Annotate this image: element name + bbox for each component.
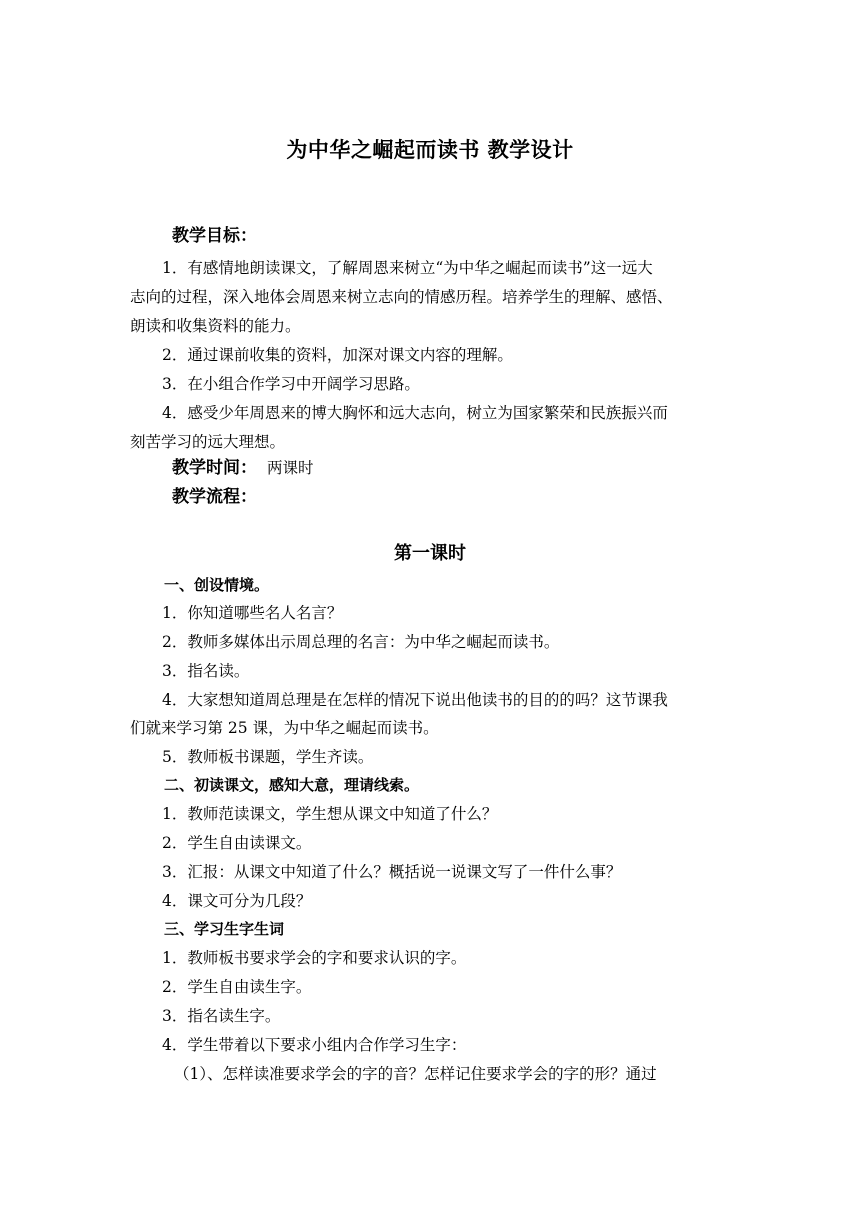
time-value: 两课时 bbox=[267, 459, 314, 477]
lesson-title: 第一课时 bbox=[394, 543, 466, 564]
section-line: 2．教师多媒体出示周总理的名言：为中华之崛起而读书。 bbox=[162, 633, 560, 651]
time-heading bbox=[172, 456, 314, 480]
section-line: 4．课文可分为几段？ bbox=[162, 892, 312, 910]
objective-line: 1．有感情地朗读课文，了解周恩来树立“为中华之崛起而读书”这一远大 bbox=[162, 259, 653, 277]
section-heading: 二、初读课文，感知大意，理请线索。 bbox=[164, 776, 420, 794]
section-line: 们就来学习第 25 课，为中华之崛起而读书。 bbox=[130, 719, 439, 737]
section-line: 2．学生自由读课文。 bbox=[162, 834, 312, 852]
objective-line: 朗读和收集资料的能力。 bbox=[130, 317, 301, 335]
objective-line: 2．通过课前收集的资料，加深对课文内容的理解。 bbox=[162, 346, 513, 364]
flow-heading: 教学流程： bbox=[172, 487, 257, 507]
section-line: （1）、怎样读准要求学会的字的音？怎样记住要求学会的字的形？通过 bbox=[174, 1065, 657, 1083]
section-line: 3．指名读生字。 bbox=[162, 1007, 281, 1025]
document-title: 为中华之崛起而读书 教学设计 bbox=[286, 138, 574, 162]
objective-line: 志向的过程，深入地体会周恩来树立志向的情感历程。培养学生的理解、感悟、 bbox=[130, 288, 673, 306]
section-line: 3．指名读。 bbox=[162, 662, 250, 680]
section-heading: 三、学习生字生词 bbox=[164, 920, 285, 938]
section-line: 4．大家想知道周总理是在怎样的情况下说出他读书的目的的吗？这节课我 bbox=[162, 691, 668, 709]
section-line: 2．学生自由读生字。 bbox=[162, 978, 312, 996]
section-line: 1．你知道哪些名人名言？ bbox=[162, 604, 343, 622]
section-line: 5．教师板书课题，学生齐读。 bbox=[162, 748, 374, 766]
section-heading: 一、创设情境。 bbox=[164, 576, 270, 594]
objective-line: 刻苦学习的远大理想。 bbox=[130, 433, 286, 451]
objectives-heading: 教学目标： bbox=[172, 226, 257, 246]
objective-line: 3．在小组合作学习中开阔学习思路。 bbox=[162, 375, 420, 393]
section-line: 1．教师板书要求学会的字和要求认识的字。 bbox=[162, 949, 467, 967]
objective-line: 4．感受少年周恩来的博大胸怀和远大志向，树立为国家繁荣和民族振兴而 bbox=[162, 404, 668, 422]
section-line: 1．教师范读课文，学生想从课文中知道了什么？ bbox=[162, 805, 498, 823]
time-label: 教学时间： bbox=[172, 458, 257, 478]
section-line: 3．汇报：从课文中知道了什么？概括说一说课文写了一件什么事？ bbox=[162, 863, 622, 881]
section-line: 4．学生带着以下要求小组内合作学习生字： bbox=[162, 1036, 467, 1054]
